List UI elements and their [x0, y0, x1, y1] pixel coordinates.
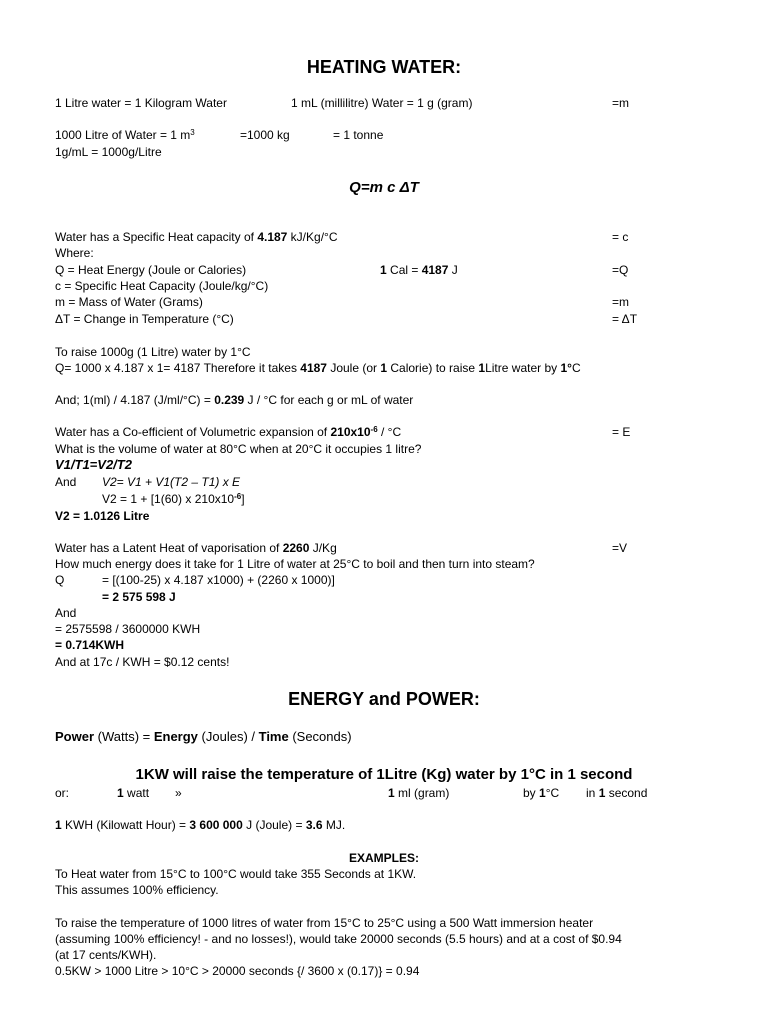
where-label: Where:	[55, 246, 94, 260]
calorie-line: 1 Cal = 4187 J	[380, 263, 458, 277]
symbol-dt: = ΔT	[612, 312, 638, 326]
volumetric-line: Water has a Co-efficient of Volumetric expansion of $210x10^{-6} / ^\circ C$	[55, 425, 402, 439]
section-title-energy: ENERGY and POWER:	[288, 689, 480, 709]
raise-line-2: Q= 1000 x 4.187 x 1= 4187 Therefore it takes 4187 Joule (or 1 Calorie) to raise 1Litre water by 1°C	[55, 361, 581, 375]
per-gram-line: And; 1(ml) / 4.187 (J/ml/°C) = 0.239 J / °C for each g or mL of water	[55, 393, 414, 407]
volume-result: V2 = 1.0126 Litre	[55, 509, 150, 523]
def-q: Q = Heat Energy (Joule or Calories)	[55, 263, 247, 277]
power-formula: Power (Watts) = Energy (Joules) / Time (Seconds)	[55, 729, 352, 744]
litre-kg-line: 1 Litre water = 1 Kilogram Water	[55, 96, 227, 110]
specific-heat-line: Water has a Specific Heat capacity of 4.187 kJ/Kg/°C	[55, 230, 338, 244]
kw-statement: 1KW will raise the temperature of 1Litre (Kg) water by 1°C in 1 second	[135, 766, 633, 783]
symbol-e: = E	[612, 425, 631, 439]
latent-cost: And at 17c / KWH = $0.12 cents!	[55, 655, 230, 669]
latent-question: How much energy does it take for 1 Litre of water at 25°C to boil and then turn into steam?	[55, 557, 535, 571]
latent-kwh: = 2575598 / 3600000 KWH	[55, 622, 201, 636]
volume-and: And	[55, 475, 77, 489]
latent-kwh-result: = 0.714KWH	[55, 638, 125, 652]
kg-line: =1000 kg	[240, 128, 290, 142]
def-m: m = Mass of Water (Grams)	[55, 295, 203, 309]
symbol-c: = c	[612, 230, 629, 244]
gml-line: 1g/mL = 1000g/Litre	[55, 145, 162, 159]
or-degree: by 1°C	[523, 786, 560, 800]
symbol-m-2: =m	[612, 295, 630, 309]
example-1-line-2: This assumes 100% efficiency.	[55, 883, 219, 897]
or-second: in 1 second	[586, 786, 648, 800]
volume-question: What is the volume of water at 80°C when at 20°C it occupies 1 litre?	[55, 442, 422, 456]
example-2-line-1: To raise the temperature of 1000 litres of water from 15°C to 25°C using a 500 Watt immersion heater	[55, 916, 594, 930]
example-1-line-1: To Heat water from 15°C to 100°C would take 355 Seconds at 1KW.	[55, 867, 417, 881]
volume-eq-2: V2 = 1 + [1(60) x $210x10^{-6}$]	[102, 492, 245, 506]
or-ml: 1 ml (gram)	[388, 786, 450, 800]
example-2-line-2: (assuming 100% efficiency! - and no losses!), would take 20000 seconds (5.5 hours) and at a cost of $0.94	[55, 932, 622, 946]
kwh-line: 1 KWH (Kilowatt Hour) = 3 600 000 J (Joule) = 3.6 MJ.	[55, 818, 346, 832]
symbol-q: =Q	[612, 263, 629, 277]
or-watt: 1 watt	[117, 786, 150, 800]
volume-eq-1: V2= V1 + V1(T2 – T1) x E	[102, 475, 241, 489]
latent-eq-2: = 2 575 598 J	[102, 590, 176, 604]
def-c: c = Specific Heat Capacity (Joule/kg/°C)	[55, 279, 269, 293]
page-title: HEATING WATER:	[306, 57, 462, 77]
symbol-m: =m	[612, 96, 630, 110]
latent-and: And	[55, 606, 77, 620]
ml-gram-line: 1 mL (millilitre) Water = 1 g (gram)	[291, 96, 473, 110]
symbol-v: =V	[612, 541, 628, 555]
def-dt: ΔT = Change in Temperature (°C)	[55, 312, 234, 326]
tonne-line: = 1 tonne	[333, 128, 384, 142]
examples-heading: EXAMPLES:	[348, 851, 419, 865]
volume-law: V1/T1=V2/T2	[55, 457, 132, 472]
raise-line-1: To raise 1000g (1 Litre) water by 1°C	[55, 345, 251, 359]
latent-heat-line: Water has a Latent Heat of vaporisation of 2260 J/Kg	[55, 541, 337, 555]
example-2-line-4: 0.5KW > 1000 Litre > 10°C > 20000 seconds {/ 3600 x (0.17)} = 0.94	[55, 964, 420, 978]
cubic-metre-line: 1000 Litre of Water = 1 $m^3$	[55, 128, 195, 142]
heat-formula: Q=m c ΔT	[349, 179, 419, 196]
latent-eq-1: = [(100-25) x 4.187 x1000) + (2260 x 1000)]	[102, 573, 335, 587]
or-arrow: »	[175, 786, 182, 800]
example-2-line-3: (at 17 cents/KWH).	[55, 948, 157, 962]
latent-q-label: Q	[55, 573, 65, 587]
or-label: or:	[55, 786, 70, 800]
